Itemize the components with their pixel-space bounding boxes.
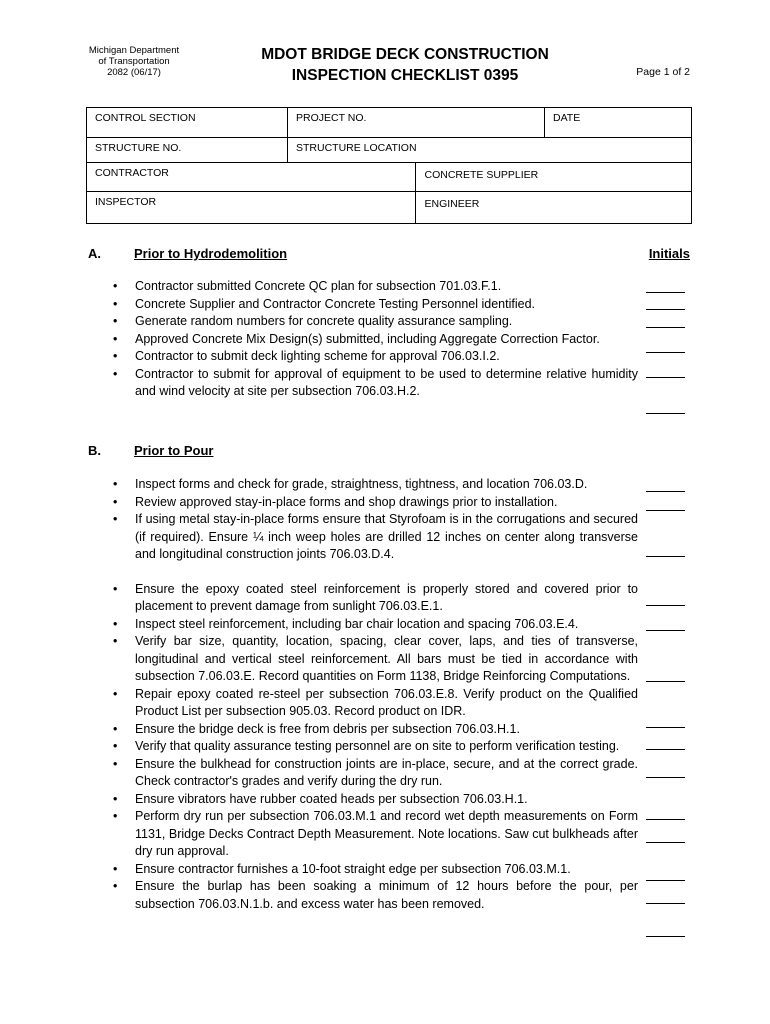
- page-number: Page 1 of 2: [636, 66, 690, 78]
- initials-blank[interactable]: [646, 377, 685, 378]
- checklist-item: • Ensure contractor furnishes a 10-foot straight edge per subsection 706.03.M.1.: [108, 861, 638, 879]
- initials-blank[interactable]: [646, 681, 685, 682]
- initials-blank[interactable]: [646, 556, 685, 557]
- agency-name-line-2: of Transportation: [98, 56, 170, 67]
- initials-blank[interactable]: [646, 880, 685, 881]
- checklist-item: • Concrete Supplier and Contractor Concrete Testing Personnel identified.: [108, 296, 638, 314]
- section-a-checklist: [108, 278, 638, 401]
- initials-blank[interactable]: [646, 819, 685, 820]
- checklist-item: • Ensure the epoxy coated steel reinforcement is properly stored and covered prior to placement to prevent damage from sunlight 706.03.E.1.: [108, 581, 638, 616]
- agency-block: [84, 45, 184, 78]
- section-a-header: [88, 246, 287, 261]
- title-line-2: INSPECTION CHECKLIST 0395: [291, 67, 519, 84]
- checklist-item: • Generate random numbers for concrete quality assurance sampling.: [108, 313, 638, 331]
- contractor-field[interactable]: CONTRACTOR: [87, 163, 416, 192]
- section-letter: B.: [88, 443, 101, 458]
- checklist-item: • Contractor to submit for approval of equipment to be used to determine relative humidity and wind velocity at site per subsection 706.03.H.2.: [108, 366, 638, 401]
- checklist-item: • Ensure the bridge deck is free from debris per subsection 706.03.H.1.: [108, 721, 638, 739]
- initials-blank[interactable]: [646, 327, 685, 328]
- agency-name-line-1: Michigan Department: [88, 45, 180, 56]
- initials-blank[interactable]: [646, 842, 685, 843]
- initials-blank[interactable]: [646, 749, 685, 750]
- initials-blank[interactable]: [646, 292, 685, 293]
- initials-blank[interactable]: [646, 777, 685, 778]
- section-heading: Prior to Hydrodemolition: [134, 246, 288, 261]
- initials-blank[interactable]: [646, 510, 685, 511]
- checklist-item: • Ensure the bulkhead for construction joints are in-place, secure, and at the correct grade. Check contractor's grades and verify during the dry run.: [108, 756, 638, 791]
- control-section-field[interactable]: CONTROL SECTION: [87, 108, 288, 138]
- project-info-table: [86, 107, 692, 224]
- checklist-item: • Review approved stay-in-place forms and shop drawings prior to installation.: [108, 494, 638, 512]
- initials-blank[interactable]: [646, 352, 685, 353]
- engineer-field[interactable]: ENGINEER: [416, 192, 692, 224]
- form-number: 2082 (06/17): [107, 67, 161, 78]
- initials-blank[interactable]: [646, 605, 685, 606]
- initials-column-header: Initials: [648, 246, 690, 261]
- section-b-header: [88, 443, 213, 458]
- title-line-1: MDOT BRIDGE DECK CONSTRUCTION: [261, 46, 549, 63]
- initials-blank[interactable]: [646, 413, 685, 414]
- initials-blank[interactable]: [646, 309, 685, 310]
- checklist-item: • Approved Concrete Mix Design(s) submitted, including Aggregate Correction Factor.: [108, 331, 638, 349]
- initials-blank[interactable]: [646, 936, 685, 937]
- initials-blank[interactable]: [646, 630, 685, 631]
- date-field[interactable]: DATE: [545, 108, 692, 138]
- checklist-item: • Contractor to submit deck lighting scheme for approval 706.03.I.2.: [108, 348, 638, 366]
- initials-blank[interactable]: [646, 727, 685, 728]
- checklist-item: • Verify bar size, quantity, location, spacing, clear cover, laps, and ties of transverse, longitudinal and vertical steel reinforcement. All bars must be tied in accordance with subsection 7.06.03.E. Record quantities on Form 1138, Bridge Reinforcing Computations.: [108, 633, 638, 686]
- checklist-item: • Inspect steel reinforcement, including bar chair location and spacing 706.03.E.4.: [108, 616, 638, 634]
- checklist-item: • Perform dry run per subsection 706.03.M.1 and record wet depth measurements on Form 1131, Bridge Decks Contract Depth Measurement. Note locations. Saw cut bulkheads after dry run approval.: [108, 808, 638, 861]
- checklist-item: • Contractor submitted Concrete QC plan for subsection 701.03.F.1.: [108, 278, 638, 296]
- section-b-checklist: [108, 476, 638, 913]
- checklist-item: • Inspect forms and check for grade, straightness, tightness, and location 706.03.D.: [108, 476, 638, 494]
- initials-blank[interactable]: [646, 491, 685, 492]
- section-letter: A.: [88, 246, 101, 261]
- project-no-field[interactable]: PROJECT NO.: [288, 108, 545, 138]
- checklist-item: • If using metal stay-in-place forms ensure that Styrofoam is in the corrugations and secured (if required). Ensure ¼ inch weep holes are drilled 12 inches on center along transverse and longitudinal construction joints 706.03.D.4.: [108, 511, 638, 564]
- concrete-supplier-field[interactable]: CONCRETE SUPPLIER: [416, 163, 692, 192]
- initials-blank[interactable]: [646, 903, 685, 904]
- checklist-item: • Repair epoxy coated re-steel per subsection 706.03.E.8. Verify product on the Qualified Product List per subsection 905.03. Record product on IDR.: [108, 686, 638, 721]
- structure-location-field[interactable]: STRUCTURE LOCATION: [288, 138, 692, 163]
- document-title: [240, 44, 570, 86]
- inspector-field[interactable]: INSPECTOR: [87, 192, 416, 224]
- section-heading: Prior to Pour: [134, 443, 214, 458]
- checklist-item: • Ensure the burlap has been soaking a minimum of 12 hours before the pour, per subsection 706.03.N.1.b. and excess water has been removed.: [108, 878, 638, 913]
- checklist-item: • Verify that quality assurance testing personnel are on site to perform verification testing.: [108, 738, 638, 756]
- checklist-item: • Ensure vibrators have rubber coated heads per subsection 706.03.H.1.: [108, 791, 638, 809]
- structure-no-field[interactable]: STRUCTURE NO.: [87, 138, 288, 163]
